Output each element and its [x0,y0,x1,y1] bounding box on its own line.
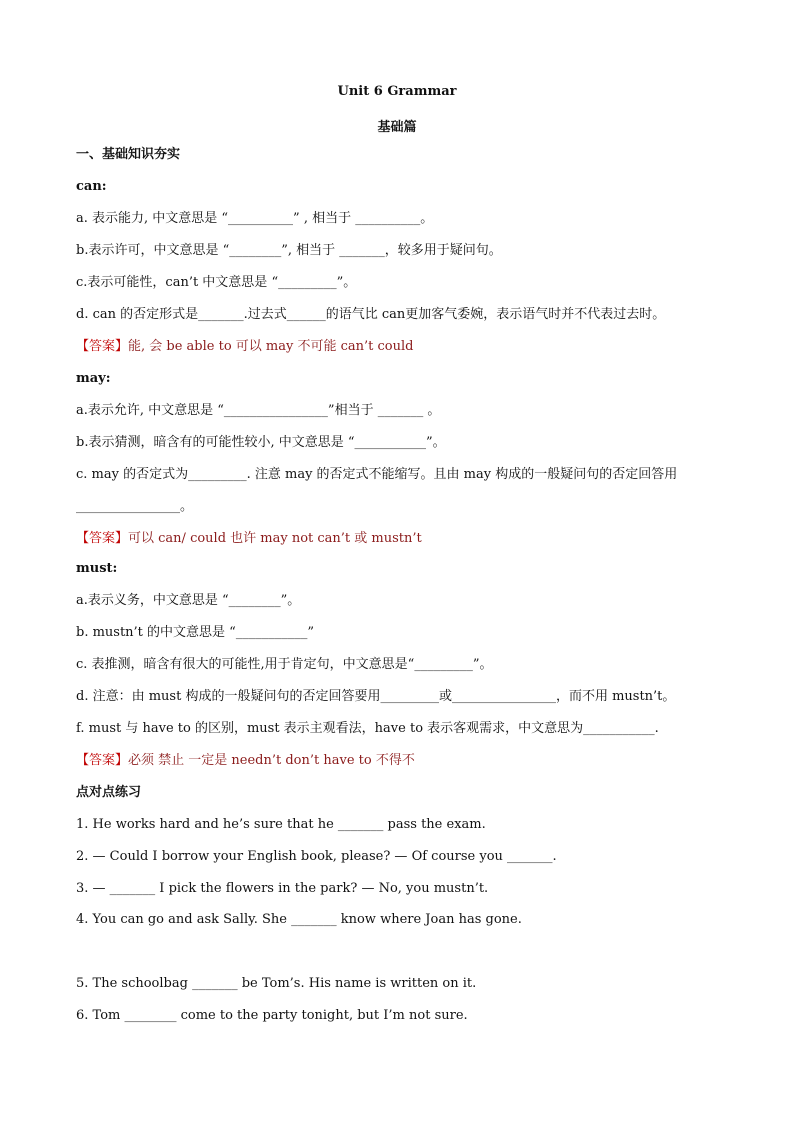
may-item-c: c. may 的否定式为_________. 注意 may 的否定式不能缩写。且由 may 构成的一般疑问句的否定回答用 [76,467,678,482]
can-answer [76,338,754,356]
must-item-c: c. 表推测，暗含有很大的可能性,用于肯定句，中文意思是“_________”。 [76,657,493,672]
must-item-f: f. must 与 have to 的区别，must 表示主观看法，have to 表示客观需求，中文意思为___________. [76,721,659,736]
must-answer [76,752,754,770]
can-item-c: c.表示可能性，can’t 中文意思是 “_________”。 [76,275,357,290]
answer-text: 可以 can/ could 也许 may not can’t 或 mustn’t [128,531,422,546]
practice-question-3: 3. — _______ I pick the flowers in the park? — No, you mustn’t. [76,881,489,896]
must-item-b: b. mustn’t 的中文意思是 “___________” [76,625,314,640]
practice-question-4: 4. You can go and ask Sally. She _______ know where Joan has gone. [76,912,522,927]
practice-question-5: 5. The schoolbag _______ be Tom’s. His name is written on it. [76,976,477,991]
must-item-a: a.表示义务，中文意思是 “________”。 [76,593,301,608]
section-subtitle: 基础篇 [377,120,417,135]
may-item-a: a.表示允许, 中文意思是 “________________”相当于 _______ 。 [76,403,441,418]
may-item-c-cont: ________________。 [76,499,194,514]
can-heading: can: [76,179,107,194]
document-title: Unit 6 Grammar [337,84,457,99]
must-item-d: d. 注意：由 must 构成的一般疑问句的否定回答要用_________或________________，而不用 mustn’t。 [76,689,676,704]
may-item-b: b.表示猜测，暗含有的可能性较小, 中文意思是 “___________”。 [76,435,446,450]
section-heading: 一、基础知识夯实 [76,147,181,162]
answer-text: 必须 禁止 一定是 needn’t don’t have to 不得不 [128,753,415,768]
practice-heading: 点对点练习 [76,785,142,800]
must-heading: must: [76,561,118,576]
can-item-d: d. can 的否定形式是_______.过去式______的语气比 can更加客气委婉，表示语气时并不代表过去时。 [76,307,666,322]
may-answer [76,530,754,548]
may-heading: may: [76,371,111,386]
practice-question-1: 1. He works hard and he’s sure that he _______ pass the exam. [76,817,486,832]
practice-question-6: 6. Tom ________ come to the party tonight, but I’m not sure. [76,1008,468,1023]
answer-label: 【答案】 [76,531,129,546]
answer-text: 能, 会 be able to 可以 may 不可能 can’t could [128,339,414,354]
practice-question-2: 2. — Could I borrow your English book, please? — Of course you _______. [76,849,557,864]
can-item-a: a. 表示能力, 中文意思是 “__________” , 相当于 __________。 [76,211,434,226]
can-item-b: b.表示许可，中文意思是 “________”, 相当于 _______，较多用于疑问句。 [76,243,502,258]
answer-label: 【答案】 [76,753,129,768]
answer-label: 【答案】 [76,339,129,354]
